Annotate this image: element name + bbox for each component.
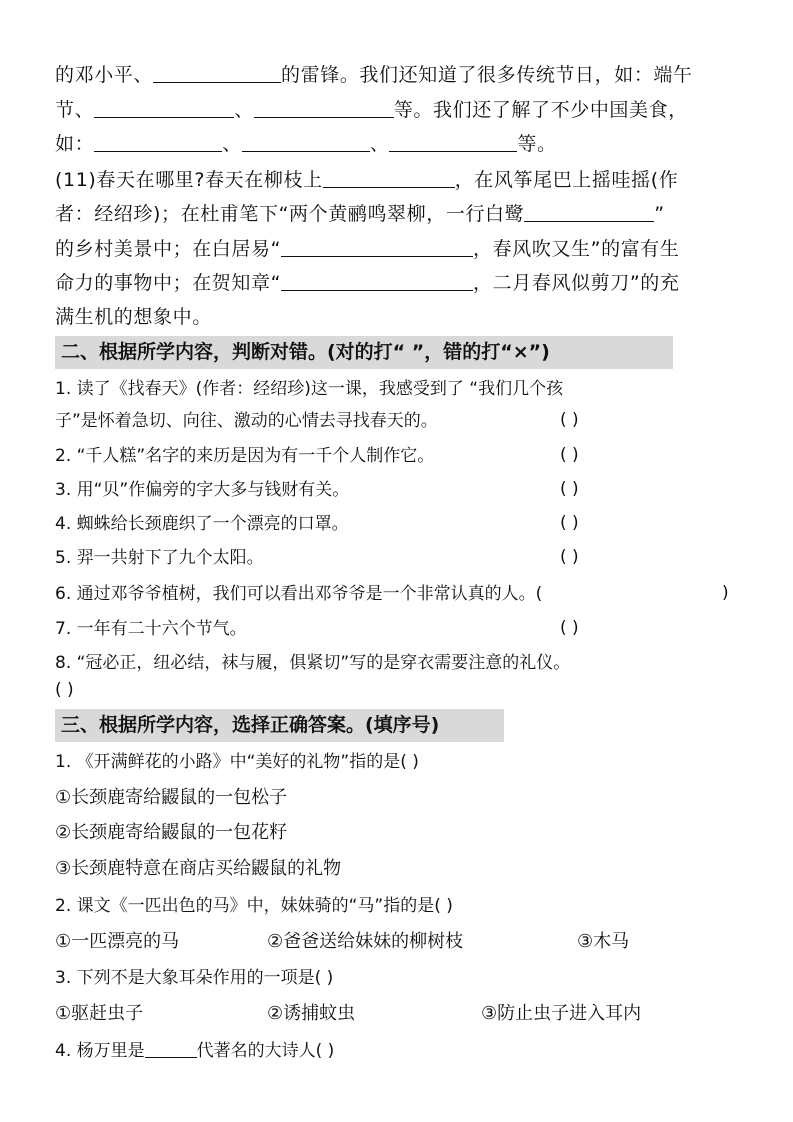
fill-line-7 bbox=[55, 268, 680, 298]
judge-q6: 6. 通过邓爷爷植树，我们可以看出邓爷爷是一个非常认真的人。( bbox=[55, 584, 543, 604]
answer-blank[interactable] bbox=[281, 234, 473, 257]
answer-blank[interactable] bbox=[323, 165, 455, 188]
answer-blank[interactable] bbox=[94, 129, 222, 152]
answer-blank[interactable] bbox=[145, 1035, 197, 1058]
text: 命力的事物中；在贺知章“ bbox=[55, 272, 282, 294]
choice-q1-option-3: ③长颈鹿特意在商店买给鼹鼠的礼物 bbox=[55, 858, 342, 879]
choice-q3-option-3: ③防止虫子进入耳内 bbox=[481, 1003, 642, 1024]
text: 等。我们还了解了不少中国美食， bbox=[393, 99, 688, 121]
answer-blank[interactable] bbox=[389, 129, 517, 152]
judge-q1-line1: 1. 读了《找春天》(作者：经绍珍)这一课，我感受到了 “我们几个孩 bbox=[55, 379, 564, 399]
text: 等。 bbox=[517, 133, 557, 155]
choice-q1: 1. 《开满鲜花的小路》中“美好的礼物”指的是( ) bbox=[55, 752, 419, 772]
choice-q4 bbox=[55, 1035, 334, 1065]
section-title: 三、根据所学内容，选择正确答案。(填序号) bbox=[61, 714, 440, 736]
fill-line-8 bbox=[55, 302, 212, 332]
answer-blank[interactable] bbox=[94, 95, 234, 118]
section-title: 二、根据所学内容，判断对错。(对的打“ ”，错的打“×”) bbox=[61, 341, 550, 363]
answer-paren-close[interactable]: ) bbox=[722, 583, 729, 603]
choice-q2-option-3: ③木马 bbox=[577, 931, 630, 952]
text: 、 bbox=[234, 99, 254, 121]
text: 满生机的想象中。 bbox=[55, 306, 212, 328]
answer-blank[interactable] bbox=[281, 268, 473, 291]
choice-q2: 2. 课文《一匹出色的马》中，妹妹骑的“马”指的是( ) bbox=[55, 896, 453, 916]
judge-q4: 4. 蜘蛛给长颈鹿织了一个漂亮的口罩。 bbox=[55, 514, 349, 534]
answer-blank[interactable] bbox=[524, 199, 654, 222]
answer-paren[interactable]: ( ) bbox=[560, 445, 579, 465]
text: 如： bbox=[55, 133, 95, 155]
judge-q7: 7. 一年有二十六个节气。 bbox=[55, 619, 247, 639]
text: 代著名的大诗人( ) bbox=[196, 1041, 335, 1061]
choice-q3-option-1: ①驱赶虫子 bbox=[55, 1003, 144, 1024]
text: ，二月春风似剪刀”的充 bbox=[473, 272, 680, 294]
choice-q3-option-2: ②诱捕蚊虫 bbox=[267, 1003, 356, 1024]
text: 、 bbox=[369, 133, 390, 155]
text: 的邓小平、 bbox=[55, 64, 154, 86]
judge-q5: 5. 羿一共射下了九个太阳。 bbox=[55, 548, 264, 568]
text: ” bbox=[654, 203, 665, 225]
answer-blank[interactable] bbox=[254, 95, 394, 118]
choice-q1-option-1: ①长颈鹿寄给鼹鼠的一包松子 bbox=[55, 787, 288, 808]
fill-line-5 bbox=[55, 199, 665, 229]
choice-q3: 3. 下列不是大象耳朵作用的一项是( ) bbox=[55, 968, 334, 988]
text: 的乡村美景中；在白居易“ bbox=[55, 238, 282, 260]
judge-q2: 2. “千人糕”名字的来历是因为有一千个人制作它。 bbox=[55, 446, 435, 466]
judge-q1-line2: 子”是怀着急切、向往、激动的心情去寻找春天的。 bbox=[55, 411, 438, 431]
answer-paren[interactable]: ( ) bbox=[560, 513, 579, 533]
text: 节、 bbox=[55, 99, 95, 121]
fill-line-3 bbox=[55, 129, 557, 159]
section-3-header bbox=[55, 709, 504, 742]
section-2-header bbox=[55, 336, 673, 369]
choice-q1-option-2: ②长颈鹿寄给鼹鼠的一包花籽 bbox=[55, 822, 288, 843]
fill-line-2 bbox=[55, 95, 688, 125]
answer-paren[interactable]: ( ) bbox=[560, 618, 579, 638]
fill-line-4 bbox=[55, 165, 678, 195]
text: ，在风筝尾巴上摇哇摇(作 bbox=[454, 169, 679, 191]
text: 4. 杨万里是 bbox=[55, 1041, 145, 1061]
answer-paren[interactable]: ( ) bbox=[560, 547, 579, 567]
text: 、 bbox=[222, 133, 242, 155]
text: ，春风吹又生”的富有生 bbox=[473, 238, 680, 260]
choice-q2-option-2: ②爸爸送给妹妹的柳树枝 bbox=[267, 931, 464, 952]
text: 的雷锋。我们还知道了很多传统节日，如：端午 bbox=[281, 64, 693, 86]
choice-q2-option-1: ①一匹漂亮的马 bbox=[55, 931, 180, 952]
answer-blank[interactable] bbox=[153, 60, 281, 83]
judge-q3: 3. 用“贝”作偏旁的字大多与钱财有关。 bbox=[55, 480, 350, 500]
fill-line-6 bbox=[55, 234, 680, 264]
answer-paren[interactable]: ( ) bbox=[560, 479, 579, 499]
text: (11)春天在哪里?春天在柳枝上 bbox=[55, 169, 323, 191]
answer-paren[interactable]: ( ) bbox=[560, 410, 579, 430]
answer-blank[interactable] bbox=[242, 129, 370, 152]
fill-line-1 bbox=[55, 60, 693, 90]
judge-q8: 8. “冠必正，纽必结，袜与履，俱紧切”写的是穿衣需要注意的礼仪。 bbox=[55, 653, 571, 673]
text: 者：经绍珍)；在杜甫笔下“两个黄鹂鸣翠柳，一行白鹭 bbox=[55, 203, 525, 225]
answer-paren[interactable]: ( ) bbox=[55, 680, 74, 700]
